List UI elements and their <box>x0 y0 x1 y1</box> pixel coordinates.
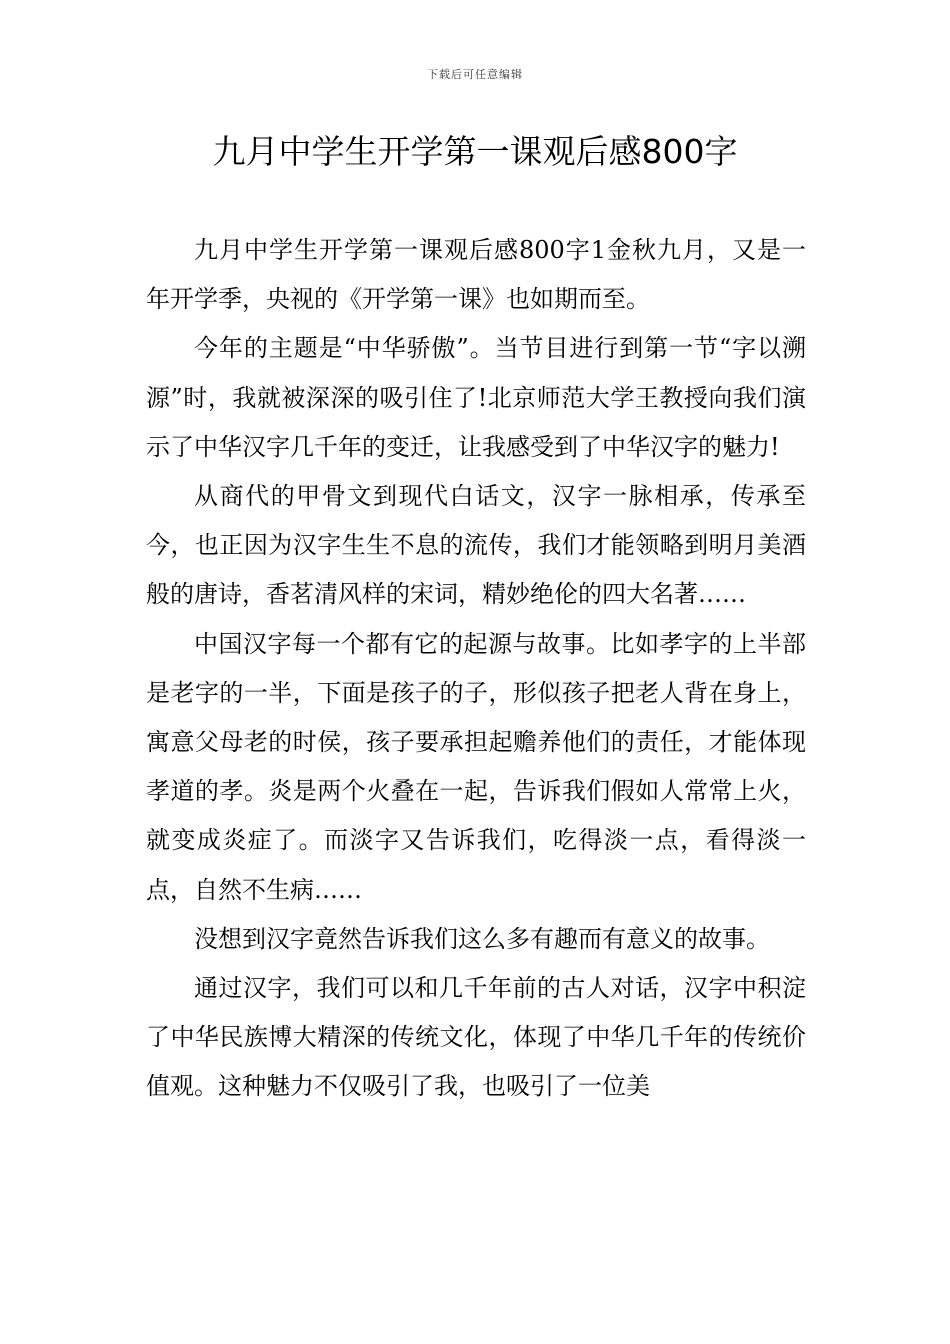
paragraph-1: 九月中学生开学第一课观后感800字1金秋九月，又是一年开学季，央视的《开学第一课》也如期而至。 <box>146 236 806 314</box>
paragraph-5: 没想到汉字竟然告诉我们这么多有趣而有意义的故事。 <box>194 924 770 953</box>
paragraph-4: 中国汉字每一个都有它的起源与故事。比如孝字的上半部是老字的一半，下面是孩子的子，形似孩子把老人背在身上，寓意父母老的时侯，孩子要承担起赡养他们的责任，才能体现孝道的孝。炎是两个火叠在一起，告诉我们假如人常常上火，就变成炎症了。而淡字又告诉我们，吃得淡一点，看得淡一点，自然不生病…… <box>146 629 806 904</box>
paragraph-3: 从商代的甲骨文到现代白话文，汉字一脉相承，传承至今，也正因为汉字生生不息的流传，我们才能领略到明月美酒般的唐诗，香茗清风样的宋词，精妙绝伦的四大名著…… <box>146 482 806 609</box>
paragraph-6: 通过汉字，我们可以和几千年前的古人对话，汉字中积淀了中华民族博大精深的传统文化，体现了中华几千年的传统价值观。这种魅力不仅吸引了我，也吸引了一位美 <box>146 974 806 1101</box>
header-note: 下载后可任意编辑 <box>427 68 523 81</box>
document-body <box>146 226 806 1112</box>
paragraph-2: 今年的主题是“中华骄傲”。当节目进行到第一节“字以溯源”时，我就被深深的吸引住了!北京师范大学王教授向我们演示了中华汉字几千年的变迁，让我感受到了中华汉字的魅力! <box>146 334 806 461</box>
document-title: 九月中学生开学第一课观后感800字 <box>212 132 738 171</box>
